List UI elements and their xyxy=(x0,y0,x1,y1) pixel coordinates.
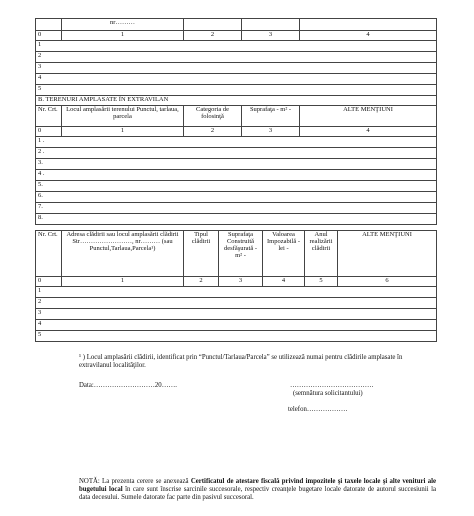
list-item: 2 xyxy=(36,298,437,309)
footnote: ¹ ) Locul amplasării clădirii, identificat prin “Punctul/Tarlaua/Parcela” se utilizează numai pentru clădirile amplasate în extravilanul localităţilor. xyxy=(79,354,403,369)
table-cell: 0 xyxy=(36,127,62,137)
column-header: Suprafaţa - m² - xyxy=(242,106,300,127)
phone-line: telefon……………… xyxy=(288,406,348,413)
list-item: 3 xyxy=(36,309,437,320)
signature-caption: (semnătura solicitantului) xyxy=(293,390,363,397)
section-b-title: B. TERENURI AMPLASATE ÎN EXTRAVILAN xyxy=(36,96,437,106)
column-header: Nr. Crt. xyxy=(36,231,62,277)
list-item: 4 . xyxy=(36,170,437,181)
column-header: Adresa clădirii sau locul amplasării clădirii Str……………………, nr……… (sau Punctul,Tarlaua,Parcela¹) xyxy=(62,231,184,277)
list-item: 2 . xyxy=(36,148,437,159)
table-cell: 5 xyxy=(305,277,338,287)
column-header: Suprafaţa Construită desfăşurată - m² - xyxy=(219,231,263,277)
list-item: 3. xyxy=(36,159,437,170)
table-cell: 3 xyxy=(219,277,263,287)
note-prefix: NOTĂ: La prezenta cerere se anexează xyxy=(79,478,191,485)
table-cell: 1 xyxy=(62,31,184,41)
table-cell: 2 xyxy=(184,127,242,137)
list-item: 8. xyxy=(36,214,437,225)
list-item: 2 xyxy=(36,52,437,63)
table-header-row xyxy=(36,231,437,277)
list-item: 1 xyxy=(36,41,437,52)
list-item: 5 xyxy=(36,85,437,96)
table-cell: 3 xyxy=(242,127,300,137)
table-cell: 4 xyxy=(263,277,305,287)
table-cell: 2 xyxy=(184,277,219,287)
table-cell: 4 xyxy=(300,31,437,41)
column-header: ALTE MENŢIUNI xyxy=(300,106,437,127)
table-cell xyxy=(300,19,437,31)
list-item: 5. xyxy=(36,181,437,192)
section-a-table xyxy=(35,18,437,225)
table-cell: 4 xyxy=(300,127,437,137)
column-header: Categoria de folosinţă xyxy=(184,106,242,127)
list-item: 7. xyxy=(36,203,437,214)
table-cell: 3 xyxy=(242,31,300,41)
table-cell xyxy=(36,19,62,31)
list-item: 4 xyxy=(36,74,437,85)
list-item: 4 xyxy=(36,320,437,331)
list-item: 5 xyxy=(36,331,437,342)
table-cell xyxy=(184,19,242,31)
column-header: Tipul clădirii xyxy=(184,231,219,277)
table-cell: nr……… xyxy=(62,19,184,31)
list-item: 1 . xyxy=(36,137,437,148)
date-line: Data:………………………20……. xyxy=(79,382,177,389)
list-item: 3 xyxy=(36,63,437,74)
list-item: 1 xyxy=(36,287,437,298)
note-bold: Certificatul de atestare fiscală privind impozitele şi taxele locale şi alte venituri ale bugetului local xyxy=(79,478,436,493)
table-cell: 1 xyxy=(62,277,184,287)
table-cell: 2 xyxy=(184,31,242,41)
table-cell: 1 xyxy=(62,127,184,137)
table-cell: 6 xyxy=(338,277,437,287)
table-cell xyxy=(242,19,300,31)
column-header: Nr. Crt. xyxy=(36,106,62,127)
list-item: 6. xyxy=(36,192,437,203)
table-row xyxy=(36,19,437,31)
column-header: Anul realizării clădirii xyxy=(305,231,338,277)
table-row xyxy=(36,31,437,41)
signature-line: ………………………………. xyxy=(290,382,374,389)
table-cell: 0 xyxy=(36,31,62,41)
column-header: Valoarea Impozabilă - lei - xyxy=(263,231,305,277)
section-c-table xyxy=(35,230,437,342)
column-header: ALTE MENŢIUNI xyxy=(338,231,437,277)
table-header-row xyxy=(36,106,437,127)
table-cell: 0 xyxy=(36,277,62,287)
note-paragraph xyxy=(79,478,436,502)
note-suffix: în care sunt înscrise sarcinile succesorale, respectiv creanţele bugetare locale datorate de autorul succesiunii la data decesului. Sumele datorate fac parte din pasivul succesoral. xyxy=(79,486,436,501)
column-header: Locul amplasării terenului Punctul, tarlaua, parcela xyxy=(62,106,184,127)
